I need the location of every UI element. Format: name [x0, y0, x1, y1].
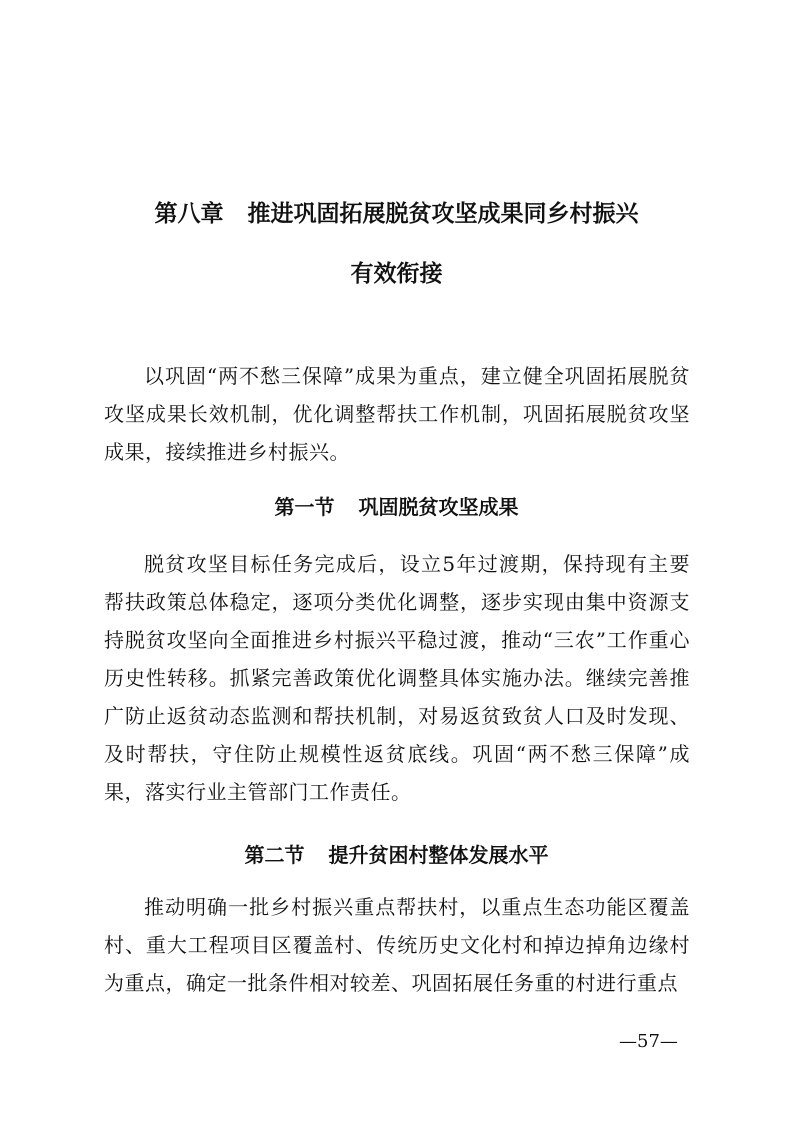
section1-title: 巩固脱贫攻坚成果: [358, 495, 519, 519]
section2-title: 提升贫困村整体发展水平: [328, 843, 549, 867]
chapter-title-line1: [0, 200, 793, 228]
chapter-title-line2: 有效衔接: [350, 261, 443, 287]
section2-paragraph: 推动明确一批乡村振兴重点帮扶村，以重点生态功能区覆盖村、重大工程项目区覆盖村、传统历史文化村和掉边掉角边缘村为重点，确定一批条件相对较差、巩固拓展任务重的村进行重点: [104, 895, 690, 995]
chapter-title-text: 推进巩固拓展脱贫攻坚成果同乡村振兴: [247, 201, 639, 227]
chapter-number: 第八章: [154, 201, 224, 227]
section2-number: 第二节: [244, 843, 305, 867]
intro-paragraph: 以巩固“两不愁三保障”成果为重点，建立健全巩固拓展脱贫攻坚成果长效机制，优化调整帮扶工作机制，巩固拓展脱贫攻坚成果，接续推进乡村振兴。: [104, 364, 690, 464]
page-number: —57—: [619, 1031, 678, 1052]
section1-paragraph: 脱贫攻坚目标任务完成后，设立5年过渡期，保持现有主要帮扶政策总体稳定，逐项分类优化调整，逐步实现由集中资源支持脱贫攻坚向全面推进乡村振兴平稳过渡，推动“三农”工作重心历史性转移。抓紧完善政策优化调整具体实施办法。继续完善推广防止返贫动态监测和帮扶机制，对易返贫致贫人口及时发现、及时帮扶，守住防止规模性返贫底线。巩固“两不愁三保障”成果，落实行业主管部门工作责任。: [104, 552, 690, 804]
section1-number: 第一节: [274, 495, 335, 519]
section1-heading: [0, 494, 793, 520]
section2-heading: [0, 842, 793, 868]
